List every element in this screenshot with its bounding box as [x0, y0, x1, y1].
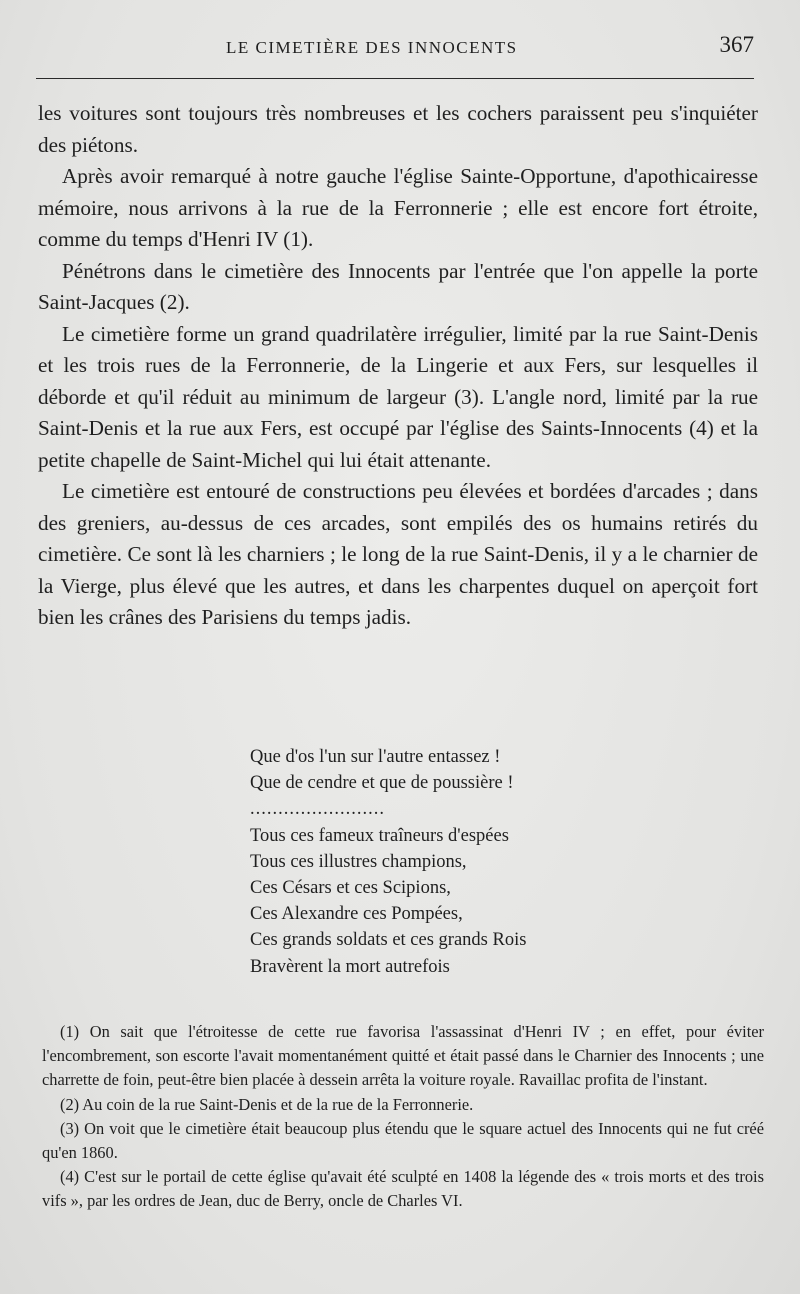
header-rule — [36, 78, 754, 79]
running-title: LE CIMETIÈRE DES INNOCENTS — [226, 38, 518, 57]
poem-line: Tous ces illustres champions, — [250, 851, 467, 872]
paragraph: Le cimetière est entouré de constructions peu élevées et bordées d'arcades ; dans des greniers, au-dessus de ces arcades, sont empilés des os humains retirés du cimetière. Ce sont là les charniers ; le long de la rue Saint-Denis, il y a le charnier de la Vierge, plus élevé que les autres, et dans les charpentes duquel on aperçoit fort bien les crânes des Parisiens du temps jadis. — [38, 479, 758, 629]
page-number: 367 — [719, 32, 754, 57]
footnote: (2) Au coin de la rue Saint-Denis et de la rue de la Ferronnerie. — [60, 1094, 474, 1114]
footnote: (4) C'est sur le portail de cette église qu'avait été sculpté en 1408 la légende des « trois morts et des trois vifs », par les ordres de Jean, duc de Berry, oncle de Charles VI. — [42, 1167, 764, 1211]
poem-line: Ces Alexandre ces Pompées, — [250, 904, 463, 925]
paragraph: les voitures sont toujours très nombreuses et les cochers paraissent peu s'inquiéter des piétons. — [38, 101, 758, 157]
poem-line: Tous ces fameux traîneurs d'espées — [250, 825, 509, 846]
poem-line: Ces grands soldats et ces grands Rois — [250, 930, 527, 951]
paragraph: Pénétrons dans le cimetière des Innocents par l'entrée que l'on appelle la porte Saint-Jacques (2). — [38, 258, 758, 314]
footnotes — [42, 1020, 764, 1214]
footnote: (3) On voit que le cimetière était beaucoup plus étendu que le square actuel des Innocents qui ne fut créé qu'en 1860. — [42, 1118, 764, 1163]
poem-line: Bravèrent la mort autrefois — [250, 956, 450, 977]
paragraph: Le cimetière forme un grand quadrilatère irrégulier, limité par la rue Saint-Denis et les trois rues de la Ferronnerie, de la Lingerie et aux Fers, sur lesquelles il déborde et qu'il réduit au minimum de largeur (3). L'angle nord, limité par la rue Saint-Denis et la rue aux Fers, est occupé par l'église des Saints-Innocents (4) et la petite chapelle de Saint-Michel qui lui était attenante. — [38, 321, 758, 472]
footnote: (1) On sait que l'étroitesse de cette rue favorisa l'assassinat d'Henri IV ; en effet, pour éviter l'encombrement, son escorte l'avait momentanément quitté et était passé dans le Charnier des Innocents ; une charrette de foin, peut-être bien placée à dessein arrêta la voiture royale. Ravaillac profita de l'instant. — [42, 1022, 764, 1090]
poem-quotation — [250, 744, 670, 980]
main-text — [38, 98, 758, 634]
poem-line: Que d'os l'un sur l'autre entassez ! — [250, 747, 501, 767]
running-header — [36, 28, 756, 68]
poem-line: Que de cendre et que de poussière ! — [250, 773, 514, 794]
poem-line: Ces Césars et ces Scipions, — [250, 878, 451, 899]
poem-ellipsis: ........................ — [250, 799, 385, 820]
paragraph: Après avoir remarqué à notre gauche l'église Sainte-Opportune, d'apothicairesse mémoire, nous arrivons à la rue de la Ferronnerie ; elle est encore fort étroite, comme du temps d'Henri IV (1). — [38, 164, 758, 251]
